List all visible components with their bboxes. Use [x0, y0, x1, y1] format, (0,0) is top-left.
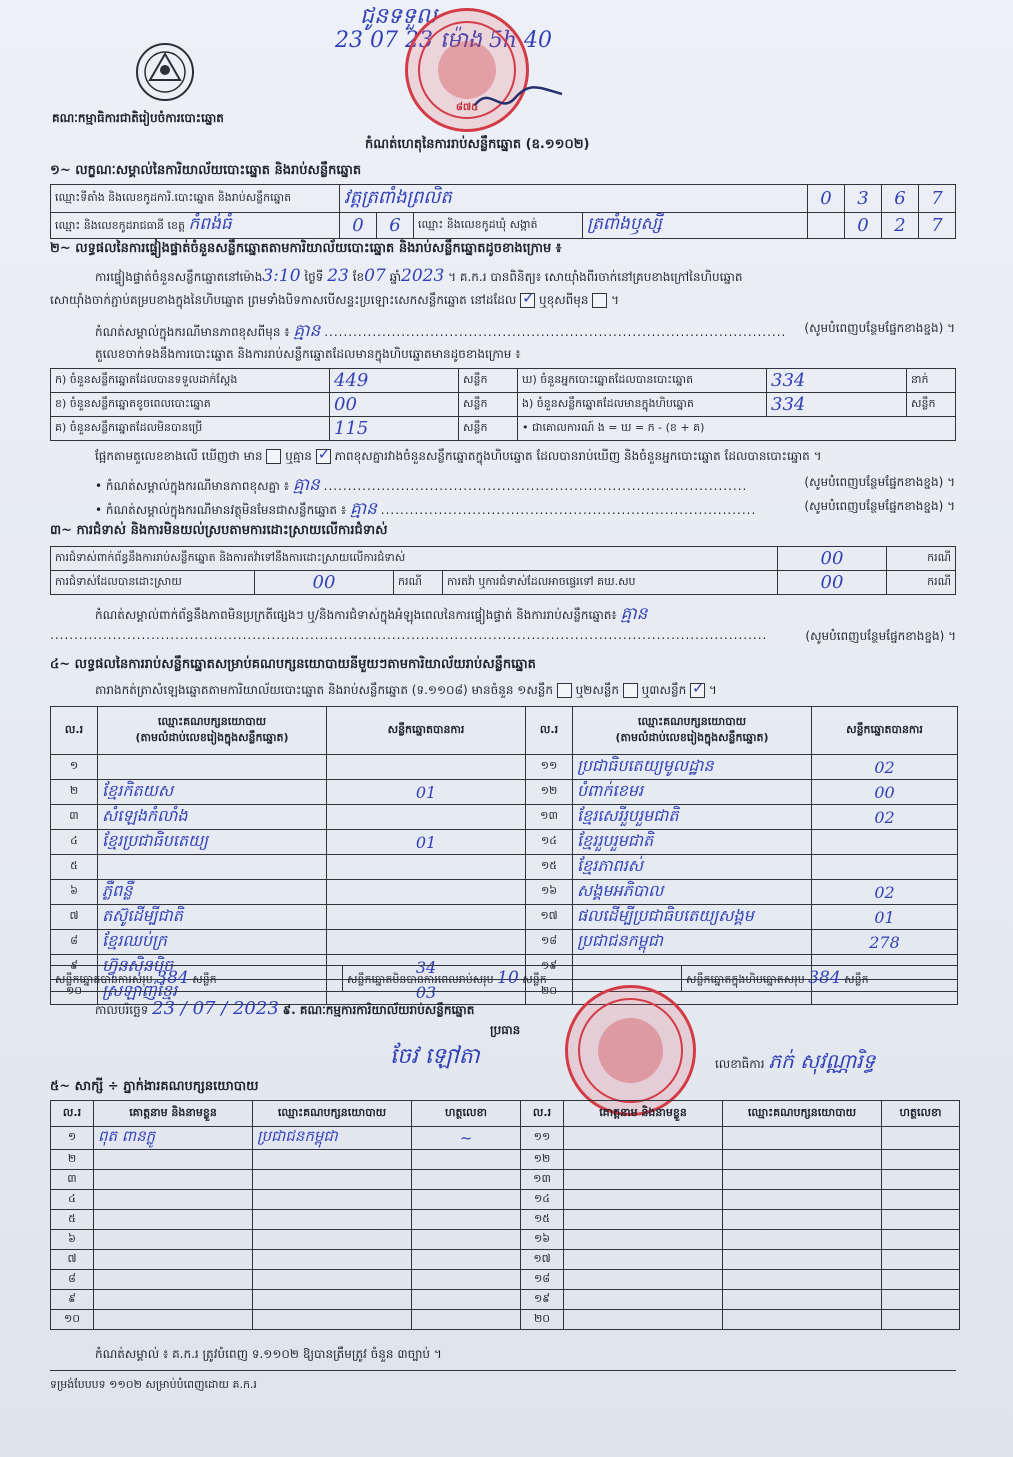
witness-party [723, 1290, 882, 1310]
party-name: ខ្មែរភាពរស់ [573, 855, 812, 880]
witness-number: ១ [51, 1127, 94, 1150]
witness-number: ១៣ [521, 1170, 564, 1190]
total-valid-value: 384 [156, 968, 189, 988]
witness-signature [882, 1127, 960, 1150]
party-name: ខ្មែររួបរួមជាតិ [573, 830, 812, 855]
party-number: ៥ [51, 855, 98, 880]
party-result-row [51, 880, 958, 905]
party-votes [812, 830, 958, 855]
witness-party [253, 1230, 412, 1250]
witness-signature [882, 1250, 960, 1270]
party-number: ១៨ [526, 930, 573, 955]
party-name: ខ្មែរសេរីរួបរួមជាតិ [573, 805, 812, 830]
witness-number: ៩ [51, 1290, 94, 1310]
party-name: សំឡេងកំលាំង [98, 805, 327, 830]
witness-row [51, 1127, 960, 1150]
party-result-row [51, 930, 958, 955]
witness-number: ២០ [521, 1310, 564, 1330]
witness-signature [882, 1150, 960, 1170]
witness-signature [412, 1190, 521, 1210]
discrepancy-note: • កំណត់សម្គាល់ក្នុងករណីមានភាពខុសគ្នា ៖ គ្មាន ........................................................................................ (សូមបំពេញបន្ថែមផ្នែកខាងខ្នង) ។ [95, 475, 955, 495]
witness-number: ១១ [521, 1127, 564, 1150]
witness-signature [412, 1230, 521, 1250]
witness-name [94, 1310, 253, 1330]
signature-top-icon [470, 80, 570, 120]
party-votes: 02 [812, 755, 958, 780]
party-result-row [51, 805, 958, 830]
form-code: ទម្រង់បែបបទ ១១០២ សម្រាប់បំពេញដោយ គ.ក.រ [50, 1378, 257, 1391]
witness-name [564, 1290, 723, 1310]
witness-party [253, 1150, 412, 1170]
lock-check-line: សោយ៉ាំងចាក់ភ្ជាប់គម្របខាងក្នុងនៃហិបឆ្នោត ព្រមទាំងបិទកាសបើសន្ទះប្រឡោះសេកសន្លឹកឆ្នោត នៅដដែល ✓ ឬខុសពីមុន ។ [50, 292, 619, 310]
ballot-count-form: ជូនទទួល 23 07 23 ម៉ោង 5h 40 គណៈកម្មាធិការជាតិរៀបចំការបោះឆ្នោត ៨៧៥ កំណត់ហេតុនៃការរាប់សន្លឹកឆ្នោត (ឧ.១១០២) ១~ លក្ខណៈសម្គាល់នៃការិយាល័យបោះឆ្នោត និងរាប់សន្លឹកឆ្នោត ឈ្មោះទីតាំង និងលេខកូដការិ.បោះឆ្នោត និងរាប់សន្លឹកឆ្នោត វត្តត្រពាំងព្រលិត 0 3 6 7 ឈ្មោះ និងលេខកូដរាជធានី ខេត្ត កំពង់ធំ 0 6 ឈ្មោះ និងលេខកូដឃុំ សង្កាត់ ត្រពាំងឫស្សី 0 2 7 ២~ លទ្ធផលនៃការផ្ទៀងផ្ទាត់ចំនួនសន្លឹកឆ្នោតតាមការិយាល័យបោះឆ្នោត និងរាប់សន្លឹកឆ្នោតដូចខាងក្រោម ៖ ការផ្ទៀងផ្ទាត់ចំនួនសន្លឹកឆ្នោតនៅម៉ោង3:10 ថ្ងៃទី 23 ខែ07 ឆ្នាំ2023 ។ គ.ក.រ បានពិនិត្យ៖ សោយ៉ាំងពីរចាក់នៅគ្របខាងក្រៅនៃហិបឆ្នោត សោយ៉ាំងចាក់ភ្ជាប់គម្របខាងក្នុងនៃហិបឆ្នោត ព្រមទាំងបិទកាសបើសន្ទះប្រឡោះសេកសន្លឹកឆ្នោត នៅដដែល ✓ ឬខុសពីមុន ។ កំណត់សម្គាល់ក្នុងករណីមានភាពខុសពីមុន ៖ គ្មាន ................................................................................................ (សូមបំពេញបន្ថែមផ្នែកខាងខ្នង) ។ តួលេខចាក់ទងនឹងការបោះឆ្នោត និងការរាប់សន្លឹកឆ្នោតដែលមានក្នុងហិបឆ្នោតមានដូចខាងក្រោម ៖ ក) ចំនួនសន្លឹកឆ្នោតដែលបានទទួលដាក់ស្តែង 449 សន្លឹក ឃ) ចំនួនអ្នកបោះឆ្នោតដែលបានបោះឆ្នោត 334 នាក់ ខ) ចំនួនសន្លឹកឆ្នោតខូចពេលបោះឆ្នោត 00 សន្លឹក ង) ចំនួនសន្លឹកឆ្នោតដែលមានក្នុងហិបឆ្នោត 334 សន្លឹក គ) ចំនួនសន្លឹកឆ្នោតដែលមិនបានប្រើ 115 សន្លឹក • ជាគោលការណ៍ ង = ឃ = ក - (ខ + គ) ផ្អែកតាមតួលេខខាងលើ ឃើញថា មាន ឬគ្មាន ✓ ភាពខុសគ្នារវាងចំនួនសន្លឹកឆ្នោតក្នុងហិបឆ្នោត ដែលបានរាប់ឃើញ និងចំនួនអ្នកបោះឆ្នោត ដែលបានបោះឆ្នោត ។ • កំណត់សម្គាល់ក្នុងករណីមានភាពខុសគ្នា ៖ គ្មាន ........................................................................................ (សូមបំពេញបន្ថែមផ្នែកខាងខ្នង) ។ • កំណត់សម្គាល់ក្នុងករណីមានវត្ថុមិនមែនជាសន្លឹកឆ្នោត ៖ គ្មាន .............................................................................. (សូមបំពេញបន្ថែមផ្នែកខាងខ្នង) ។ ៣~ ការជំទាស់ និងការមិនយល់ស្របតាមការដោះស្រាយលើការជំទាស់ ការជំទាស់ពាក់ព័ន្ធនឹងការរាប់សន្លឹកឆ្នោត និងការតវ៉ាទៅនឹងការដោះស្រាយលើការជំទាស់ 00 ករណី ការជំទាស់ដែលបានដោះស្រាយ 00 ករណី ការតវ៉ា ឬការជំទាស់ដែលអាចផ្ទេរទៅ គឃ.សប 00 ករណី កំណត់សម្គាល់ពាក់ព័ន្ធនឹងភាពមិនប្រក្រតីផ្សេងៗ ឬ/និងការជំទាស់ក្នុងអំឡុងពេលនៃការផ្ទៀងផ្ទាត់ និងការរាប់សន្លឹកឆ្នោត៖ គ្មាន ..................................................................................................................................................... (សូមបំពេញបន្ថែមផ្នែកខាងខ្នង) ។ ៤~ លទ្ធផលនៃការរាប់សន្លឹកឆ្នោតសម្រាប់គណបក្សនយោបាយនីមួយៗតាមការិយាល័យរាប់សន្លឹកឆ្នោត តារាងកត់ត្រាសំឡេងឆ្នោតតាមការិយាល័យបោះឆ្នោត និងរាប់សន្លឹកឆ្នោត (ទ.១១០៨) មានចំនួន ១សន្លឹក ឬ២សន្លឹក ឬ៣សន្លឹក ✓ ។ ល.រ ឈ្មោះគណបក្សនយោបាយ (តាមលំដាប់លេខរៀងក្នុងសន្លឹកឆ្នោត) សន្លឹកឆ្នោតបានការ ល.រ ឈ្មោះគណបក្សនយោបាយ (តាមលំដាប់លេខរៀងក្នុងសន្លឹកឆ្នោត) សន្លឹកឆ្នោតបានការ ១ ១១ ប្រជាធិបតេយ្យមូលដ្ឋាន 02 ២ ខ្មែរកិតយស 01 ១២ បំពាក់ខេមរ 00 ៣ សំឡេងកំលាំង ១៣ ខ្មែរសេរីរួបរួមជាតិ 02 ៤ ខ្មែរប្រជាធិបតេយ្យ 01 ១៤ ខ្មែររួបរួមជាតិ ៥ ១៥ ខ្មែរភាពរស់ ៦ ភ្លឺពន្លឺ ១៦ សង្គមអភិបាល 02 ៧ តស៊ូដើម្បីជាតិ ១៧ ផលដើម្បីប្រជាធិបតេយ្យសង្គម 01 ៨ ខ្មែរឈប់ក្រ ១៨ ប្រជាជនកម្ពុជា 278 ៩ ហ៊្វុនស៊ិនប៉ិច 34 ១៩ ១០ ស្រឡាញ់ខ្មែរ 03 ២០ សន្លឹកឆ្នោតបានការសរុប 384 សន្លឹក សន្លឹកឆ្នោតមិនបានការពេលរាប់សរុប 10 សន្លឹក សន្លឹកឆ្នោតក្នុងហិបឆ្នោតសរុប 384 សន្លឹក កាលបរិច្ឆេទ 23 / 07 / 2023 ៩. គណៈកម្មការការិយាល័យរាប់សន្លឹកឆ្នោត ប្រធាន ចែវ ឡៅតា លេខាធិការ ភក់ សុវណ្ណារិទ្ធ ៥~ សាក្សី ÷ ភ្នាក់ងារគណបក្សនយោបាយ ល.រ គោត្តនាម និងនាមខ្លួន ឈ្មោះគណបក្សនយោបាយ ហត្ថលេខា ល.រ គោត្តនាម និងនាមខ្លួន ឈ្មោះគណបក្សនយោបាយ ហត្ថលេខា ១ ពុត ពានក្លូ ប្រជាជនកម្ពុជា ~ ១១ ២ ១២ ៣ ១៣ ៤ ១៤ ៥ ១៥ ៦ ១៦ ៧ ១៧ ៨ ១៨ ៩ ១៩ ១០ ២០ កំណត់សម្គាល់ ៖ គ.ក.រ ត្រូវបំពេញ ទ.១១០២ ឱ្យបានត្រឹមត្រូវ ចំនួន ៣ច្បាប់ ។ ទម្រង់បែបបទ ១១០២ សម្រាប់បំពេញដោយ គ.ក.រ [0, 0, 1013, 1457]
party-votes: 01 [327, 830, 526, 855]
party-results-table: ល.រ ឈ្មោះគណបក្សនយោបាយ (តាមលំដាប់លេខរៀងក្នុងសន្លឹកឆ្នោត) សន្លឹកឆ្នោតបានការ ល.រ ឈ្មោះគណបក្សនយោបាយ (តាមលំដាប់លេខរៀងក្នុងសន្លឹកឆ្នោត) សន្លឹកឆ្នោតបានការ ១ ១១ ប្រជាធិបតេយ្យមូលដ្ឋាន 02 ២ ខ្មែរកិតយស 01 ១២ បំពាក់ខេមរ 00 ៣ សំឡេងកំលាំង ១៣ ខ្មែរសេរីរួបរួមជាតិ 02 ៤ ខ្មែរប្រជាធិបតេយ្យ 01 ១៤ ខ្មែររួបរួមជាតិ ៥ ១៥ ខ្មែរភាពរស់ ៦ ភ្លឺពន្លឺ ១៦ សង្គមអភិបាល 02 ៧ តស៊ូដើម្បីជាតិ ១៧ ផលដើម្បីប្រជាធិបតេយ្យសង្គម 01 ៨ ខ្មែរឈប់ក្រ ១៨ ប្រជាជនកម្ពុជា 278 ៩ ហ៊្វុនស៊ិនប៉ិច 34 ១៩ ១០ ស្រឡាញ់ខ្មែរ 03 ២០ [50, 706, 958, 1005]
witness-party [253, 1290, 412, 1310]
party-votes [327, 805, 526, 830]
polling-station-label: ឈ្មោះទីតាំង និងលេខកូដការិ.បោះឆ្នោត និងរាប់សន្លឹកឆ្នោត [51, 185, 340, 213]
witness-party [253, 1310, 412, 1330]
footer-divider [50, 1370, 956, 1371]
party-number: ២ [51, 780, 98, 805]
party-votes: 02 [812, 805, 958, 830]
party-name: ខ្មែរប្រជាធិបតេយ្យ [98, 830, 327, 855]
party-number: ៤ [51, 830, 98, 855]
witness-signature [882, 1270, 960, 1290]
party-number: ៧ [51, 905, 98, 930]
party-name: ស្រឡាញ់ខ្មែរ [98, 980, 327, 1005]
figures-intro: តួលេខចាក់ទងនឹងការបោះឆ្នោត និងការរាប់សន្លឹកឆ្នោតដែលមានក្នុងហិបឆ្នោតមានដូចខាងក្រោម ៖ [95, 347, 521, 361]
party-number: ១៣ [526, 805, 573, 830]
party-name: ខ្មែរឈប់ក្រ [98, 930, 327, 955]
secretary-line: លេខាធិការ ភក់ សុវណ្ណារិទ្ធ [715, 1049, 876, 1073]
party-votes [327, 930, 526, 955]
witness-number: ២ [51, 1150, 94, 1170]
chair-name: ចែវ ឡៅតា [390, 1044, 480, 1069]
witness-party [723, 1150, 882, 1170]
party-number: ១៩ [526, 955, 573, 980]
date-value: 23 / 07 / 2023 [152, 998, 279, 1019]
unchanged-checkbox[interactable] [520, 293, 535, 308]
witness-name [564, 1170, 723, 1190]
witness-signature [882, 1190, 960, 1210]
commune-value: ត្រពាំងឫស្សី [583, 213, 808, 239]
witness-row [51, 1310, 960, 1330]
witness-number: ៣ [51, 1170, 94, 1190]
objections-table: ការជំទាស់ពាក់ព័ន្ធនឹងការរាប់សន្លឹកឆ្នោត និងការតវ៉ាទៅនឹងការដោះស្រាយលើការជំទាស់ 00 ករណី ការជំទាស់ដែលបានដោះស្រាយ 00 ករណី ការតវ៉ា ឬការជំទាស់ដែលអាចផ្ទេរទៅ គឃ.សប 00 ករណី [50, 546, 956, 595]
witness-name [564, 1190, 723, 1210]
witness-name [94, 1190, 253, 1210]
witness-number: ១៦ [521, 1230, 564, 1250]
witness-number: ៨ [51, 1270, 94, 1290]
witness-signature [882, 1290, 960, 1310]
referred-objections-count: 00 [778, 571, 887, 595]
party-votes: 34 [327, 955, 526, 980]
witness-name [94, 1230, 253, 1250]
witness-number: ៤ [51, 1190, 94, 1210]
witness-name [94, 1150, 253, 1170]
party-votes [327, 905, 526, 930]
province-value: កំពង់ធំ [188, 214, 232, 234]
party-name [98, 855, 327, 880]
section-5-title: ៥~ សាក្សី ÷ ភ្នាក់ងារគណបក្សនយោបាយ [50, 1079, 259, 1094]
witness-name [94, 1250, 253, 1270]
witness-signature [412, 1170, 521, 1190]
one-sheet-checkbox[interactable] [557, 683, 572, 698]
witness-party [253, 1270, 412, 1290]
witness-signature [882, 1230, 960, 1250]
witness-row [51, 1250, 960, 1270]
party-number: ៨ [51, 930, 98, 955]
witness-row [51, 1210, 960, 1230]
changed-checkbox[interactable] [592, 293, 607, 308]
witness-name [564, 1250, 723, 1270]
witness-party [253, 1210, 412, 1230]
witness-number: ៧ [51, 1250, 94, 1270]
witness-name [564, 1230, 723, 1250]
party-number: ១ [51, 755, 98, 780]
party-number: ៦ [51, 880, 98, 905]
witness-row [51, 1230, 960, 1250]
party-name: ហ៊្វុនស៊ិនប៉ិច [98, 955, 327, 980]
witness-signature [412, 1310, 521, 1330]
witness-signature [882, 1170, 960, 1190]
witness-number: ១២ [521, 1150, 564, 1170]
party-votes [812, 855, 958, 880]
witness-party [723, 1310, 882, 1330]
witness-name [564, 1127, 723, 1150]
totals-row: សន្លឹកឆ្នោតបានការសរុប 384 សន្លឹក សន្លឹកឆ្នោតមិនបានការពេលរាប់សរុប 10 សន្លឹក សន្លឹកឆ្នោតក្នុងហិបឆ្នោតសរុប 384 សន្លឹក [50, 965, 958, 992]
party-number: ១៧ [526, 905, 573, 930]
witness-signature [412, 1150, 521, 1170]
commune-label: ឈ្មោះ និងលេខកូដឃុំ សង្កាត់ [414, 213, 583, 239]
witness-row [51, 1150, 960, 1170]
witness-name [94, 1170, 253, 1190]
witness-party [723, 1127, 882, 1150]
section-2-title: ២~ លទ្ធផលនៃការផ្ទៀងផ្ទាត់ចំនួនសន្លឹកឆ្នោតតាមការិយាល័យបោះឆ្នោត និងរាប់សន្លឹកឆ្នោតដូចខាងក្រោម ៖ [50, 241, 562, 256]
party-result-row [51, 755, 958, 780]
witness-name [94, 1270, 253, 1290]
party-name: ផលដើម្បីប្រជាធិបតេយ្យសង្គម [573, 905, 812, 930]
box-ballots-value: 334 [767, 393, 907, 417]
chair-label: ប្រធាន [490, 1023, 521, 1037]
party-number: ១០ [51, 980, 98, 1005]
party-votes: 01 [812, 905, 958, 930]
witness-signature [882, 1210, 960, 1230]
difference-note-line: កំណត់សម្គាល់ក្នុងករណីមានភាពខុសពីមុន ៖ គ្មាន ................................................................................................ (សូមបំពេញបន្ថែមផ្នែកខាងខ្នង) ។ [95, 321, 955, 341]
party-votes: 03 [327, 980, 526, 1005]
witness-party [723, 1210, 882, 1230]
organization-name: គណៈកម្មាធិការជាតិរៀបចំការបោះឆ្នោត [52, 111, 224, 125]
party-name [98, 755, 327, 780]
received-ballots-value: 449 [330, 369, 459, 393]
witness-party [723, 1170, 882, 1190]
party-number: ៣ [51, 805, 98, 830]
witness-number: ១៧ [521, 1250, 564, 1270]
province-label: ឈ្មោះ និងលេខកូដរាជធានី ខេត្ត កំពង់ធំ [51, 213, 340, 239]
witness-party [723, 1270, 882, 1290]
total-box-value: 384 [808, 968, 841, 988]
witness-number: ១៩ [521, 1290, 564, 1310]
party-votes: 02 [812, 880, 958, 905]
unused-ballots-value: 115 [330, 417, 459, 441]
witness-name: ពុត ពានក្លូ [94, 1127, 253, 1150]
ballot-figures-table: ក) ចំនួនសន្លឹកឆ្នោតដែលបានទទួលដាក់ស្តែង 449 សន្លឹក ឃ) ចំនួនអ្នកបោះឆ្នោតដែលបានបោះឆ្នោត 334 នាក់ ខ) ចំនួនសន្លឹកឆ្នោតខូចពេលបោះឆ្នោត 00 សន្លឹក ង) ចំនួនសន្លឹកឆ្នោតដែលមានក្នុងហិបឆ្នោត 334 សន្លឹក គ) ចំនួនសន្លឹកឆ្នោតដែលមិនបានប្រើ 115 សន្លឹក • ជាគោលការណ៍ ង = ឃ = ក - (ខ + គ) [50, 368, 956, 441]
voters-value: 334 [767, 369, 907, 393]
discrepancy-yes-checkbox[interactable] [266, 449, 281, 464]
handwritten-received-note: ជូនទទួល [360, 4, 437, 29]
witness-name [564, 1210, 723, 1230]
irregularities-note: កំណត់សម្គាល់ពាក់ព័ន្ធនឹងភាពមិនប្រក្រតីផ្សេងៗ ឬ/និងការជំទាស់ក្នុងអំឡុងពេលនៃការផ្ទៀងផ្ទាត់ និងការរាប់សន្លឹកឆ្នោត៖ គ្មាន [95, 604, 648, 624]
secretary-name: ភក់ សុវណ្ណារិទ្ធ [768, 1049, 876, 1073]
witness-party [723, 1190, 882, 1210]
discrepancy-no-checkbox[interactable] [316, 449, 331, 464]
witness-table: ល.រ គោត្តនាម និងនាមខ្លួន ឈ្មោះគណបក្សនយោបាយ ហត្ថលេខា ល.រ គោត្តនាម និងនាមខ្លួន ឈ្មោះគណបក្សនយោបាយ ហត្ថលេខា ១ ពុត ពានក្លូ ប្រជាជនកម្ពុជា ~ ១១ ២ ១២ ៣ ១៣ ៤ ១៤ ៥ ១៥ ៦ ១៦ ៧ ១៧ ៨ ១៨ ៩ ១៩ ១០ ២០ [50, 1100, 960, 1330]
party-name: សង្គមអភិបាល [573, 880, 812, 905]
party-number: ៩ [51, 955, 98, 980]
section-3-title: ៣~ ការជំទាស់ និងការមិនយល់ស្របតាមការដោះស្រាយលើការជំទាស់ [50, 523, 388, 538]
party-name: បំពាក់ខេមរ [573, 780, 812, 805]
party-result-row [51, 780, 958, 805]
party-votes [327, 755, 526, 780]
handwritten-received-time: 23 07 23 ម៉ោង 5h 40 [335, 28, 553, 53]
party-result-row [51, 830, 958, 855]
party-votes: 01 [327, 780, 526, 805]
witness-name [564, 1270, 723, 1290]
witness-signature [882, 1310, 960, 1330]
polling-station-value: វត្តត្រពាំងព្រលិត [340, 185, 808, 213]
witness-name [564, 1310, 723, 1330]
party-result-row [51, 855, 958, 880]
witness-number: ១៨ [521, 1270, 564, 1290]
witness-party [253, 1170, 412, 1190]
foreign-object-note: • កំណត់សម្គាល់ក្នុងករណីមានវត្ថុមិនមែនជាសន្លឹកឆ្នោត ៖ គ្មាន .............................................................................. (សូមបំពេញបន្ថែមផ្នែកខាងខ្នង) ។ [95, 499, 955, 519]
section-1-title: ១~ លក្ខណៈសម្គាល់នៃការិយាល័យបោះឆ្នោត និងរាប់សន្លឹកឆ្នោត [50, 163, 362, 178]
party-votes: 278 [812, 930, 958, 955]
total-invalid-value: 10 [497, 968, 519, 988]
witness-row [51, 1290, 960, 1310]
party-votes: 00 [812, 780, 958, 805]
party-number: ១៥ [526, 855, 573, 880]
witness-signature [412, 1250, 521, 1270]
witness-number: ៦ [51, 1230, 94, 1250]
resolved-objections-count: 00 [255, 571, 394, 595]
witness-number: ១៥ [521, 1210, 564, 1230]
footnote: កំណត់សម្គាល់ ៖ គ.ក.រ ត្រូវបំពេញ ទ.១១០២ ឱ្យបានត្រឹមត្រូវ ចំនួន ៣ច្បាប់ ។ [95, 1347, 442, 1361]
discrepancy-line: ផ្អែកតាមតួលេខខាងលើ ឃើញថា មាន ឬគ្មាន ✓ ភាពខុសគ្នារវាងចំនួនសន្លឹកឆ្នោតក្នុងហិបឆ្នោត ដែលបានរាប់ឃើញ និងចំនួនអ្នកបោះឆ្នោត ដែលបានបោះឆ្នោត ។ [95, 448, 822, 466]
objections-count: 00 [778, 547, 887, 571]
party-votes [327, 880, 526, 905]
party-votes [327, 855, 526, 880]
three-sheets-checkbox[interactable] [690, 683, 705, 698]
witness-signature [412, 1210, 521, 1230]
witness-name [94, 1210, 253, 1230]
date-line: កាលបរិច្ឆេទ 23 / 07 / 2023 ៩. គណៈកម្មការការិយាល័យរាប់សន្លឹកឆ្នោត [95, 998, 475, 1019]
party-number: ១១ [526, 755, 573, 780]
witness-name [94, 1290, 253, 1310]
party-name: ភ្លឺពន្លឺ [98, 880, 327, 905]
official-seal-top: ៨៧៥ [405, 8, 529, 132]
party-number: ១៤ [526, 830, 573, 855]
nec-emblem-icon [130, 40, 200, 104]
party-result-row [51, 905, 958, 930]
formula-note: • ជាគោលការណ៍ ង = ឃ = ក - (ខ + គ) [518, 417, 956, 441]
party-name: ប្រជាជនកម្ពុជា [573, 930, 812, 955]
witness-row [51, 1270, 960, 1290]
witness-signature [412, 1270, 521, 1290]
witness-party: ប្រជាជនកម្ពុជា [253, 1127, 412, 1150]
form-title: កំណត់ហេតុនៃការរាប់សន្លឹកឆ្នោត (ឧ.១១០២) [365, 137, 590, 152]
two-sheets-checkbox[interactable] [623, 683, 638, 698]
party-number: ២០ [526, 980, 573, 1005]
official-seal-bottom [565, 985, 696, 1116]
party-number: ១២ [526, 780, 573, 805]
witness-row [51, 1170, 960, 1190]
witness-row [51, 1190, 960, 1210]
verification-time-line: ការផ្ទៀងផ្ទាត់ចំនួនសន្លឹកឆ្នោតនៅម៉ោង3:10 ថ្ងៃទី 23 ខែ07 ឆ្នាំ2023 ។ គ.ក.រ បានពិនិត្យ៖ សោយ៉ាំងពីរចាក់នៅគ្របខាងក្រៅនៃហិបឆ្នោត [95, 266, 743, 286]
witness-number: ១៤ [521, 1190, 564, 1210]
witness-name [564, 1150, 723, 1170]
witness-number: ១០ [51, 1310, 94, 1330]
witness-party [723, 1250, 882, 1270]
section-4-title: ៤~ លទ្ធផលនៃការរាប់សន្លឹកឆ្នោតសម្រាប់គណបក្សនយោបាយនីមួយៗតាមការិយាល័យរាប់សន្លឹកឆ្នោត [50, 657, 536, 672]
witness-party [253, 1250, 412, 1270]
tally-sheet-count-line: តារាងកត់ត្រាសំឡេងឆ្នោតតាមការិយាល័យបោះឆ្នោត និងរាប់សន្លឹកឆ្នោត (ទ.១១០៨) មានចំនួន ១សន្លឹក ឬ២សន្លឹក ឬ៣សន្លឹក ✓ ។ [95, 682, 717, 700]
witness-party [253, 1190, 412, 1210]
party-number: ១៦ [526, 880, 573, 905]
spoiled-ballots-value: 00 [330, 393, 459, 417]
section-1-table: ឈ្មោះទីតាំង និងលេខកូដការិ.បោះឆ្នោត និងរាប់សន្លឹកឆ្នោត វត្តត្រពាំងព្រលិត 0 3 6 7 ឈ្មោះ និងលេខកូដរាជធានី ខេត្ត កំពង់ធំ 0 6 ឈ្មោះ និងលេខកូដឃុំ សង្កាត់ ត្រពាំងឫស្សី 0 2 7 [50, 184, 956, 239]
witness-signature [412, 1290, 521, 1310]
witness-number: ៥ [51, 1210, 94, 1230]
party-name: តស៊ូដើម្បីជាតិ [98, 905, 327, 930]
witness-party [723, 1230, 882, 1250]
witness-signature: ~ [412, 1127, 521, 1150]
party-name: ខ្មែរកិតយស [98, 780, 327, 805]
party-name: ប្រជាធិបតេយ្យមូលដ្ឋាន [573, 755, 812, 780]
